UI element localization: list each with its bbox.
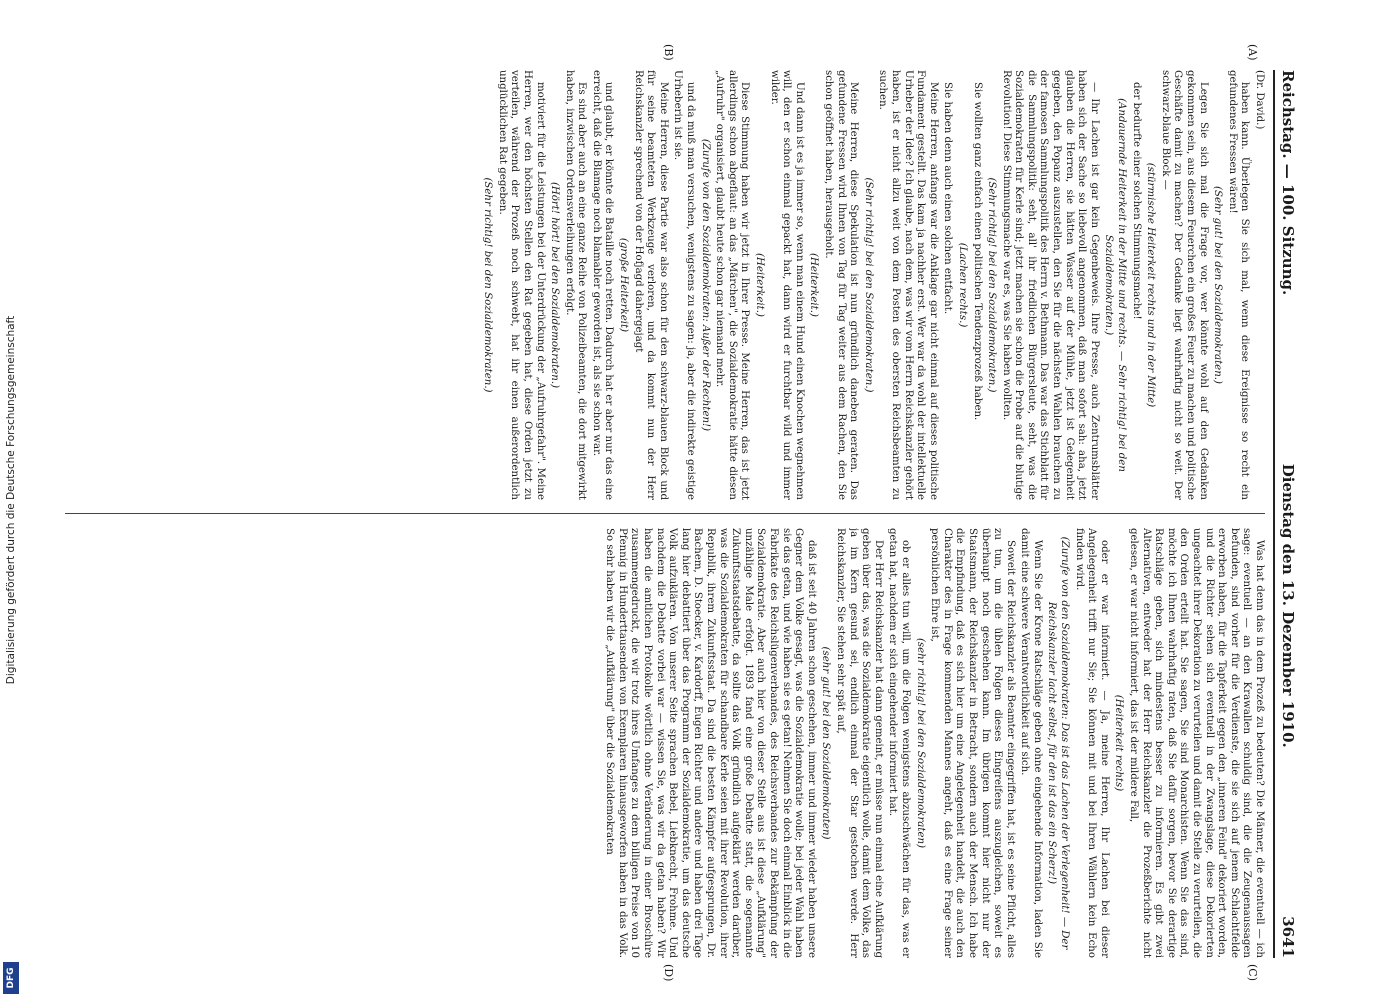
paragraph: und glaubt, er könnte die Bataille noch retten. Dadurch hat er aber nur das eine erreicht, daß die Blamage noch blamabler geworden ist, als sie schon war. [590, 70, 615, 500]
interjection: (sehr richtig! bei den Sozialdemokraten) [914, 637, 926, 849]
paragraph: Soweit der Reichskanzler als Beamter eingegriffen hat, ist es seine Pflicht, alles zu tun, um die üblen Folgen dieses Eingreifens auszugleichen, soweit es überhaupt noch geschehen kann. Im übrigen kommt hier nicht nur der Staatsmann, der Reichskanzler in Betracht, sondern auch der Mensch. Ich habe die Empfindung, daß es sich hier um eine Angelegenheit handelt, die auch den Charakter des in Frage kommenden Mannes angeht, daß es eine Frage seiner persönlichen Ehre ist, [929, 528, 1016, 958]
paragraph: Meine Herren, diese Partie war also schon für den schwarz-blauen Block und für seine beamteten Werkzeuge verloren, und da kommt nun der Herr Reichskanzler sprechend von der Hofjagd dahergejagt [632, 70, 669, 500]
margin-mark-a: (A) [1246, 44, 1259, 61]
interjection: (Heiterkeit.) [754, 253, 766, 317]
page-number: 3641 [1279, 916, 1297, 958]
header-date: Dienstag den 13. Dezember 1910. [1279, 463, 1297, 748]
interjection: (Heiterkeit rechts) [1113, 694, 1125, 792]
margin-mark-b: (B) [662, 44, 675, 61]
paragraph: Der Herr Reichskanzler hat dann gemeint, er müsse nun einmal eine Aufklärung geben über das, was die Sozialdemokratie eigentlich wolle, damit dem Volke, das ja im Kern gesund sei, endlich einmal der Star gestochen werde. Herr Reichskanzler, Sie stehen sehr spät auf, [835, 528, 884, 958]
left-column [65, 70, 1265, 500]
paragraph: und da muß man versuchen, wenigstens zu sagen: ja, aber die indirekte geistige Urheberin ist sie. [672, 70, 697, 500]
paragraph: motiviert für die Leistungen bei der Unterdrückung der „Aufruhrgefahr". Meine Herren, wer den höchsten Stellen den Rat gegeben hat, diese Orden jetzt zu verteilen, während der Prozeß noch schwebt, hat ihr einen außerordentlich unglücklichen Rat gegeben. [496, 70, 546, 500]
interjection: (Zurufe von den Sozialdemokraten: Das ist das Lachen der Verlegenheit! — Der Reichskanzler lacht selbst, für den ist das ein Scherz!) [1046, 536, 1071, 950]
paragraph: Es sind aber auch an eine ganze Reihe von Polizeibeamten, die dort mitgewirkt haben, inzwischen Ordensverleihungen erfolgt. [563, 70, 588, 500]
paragraph: Und dann ist es ja immer so, wenn man einem Hund einen Knochen wegnehmen will, den er schon einmal gepackt hat, dann wird er furchtbar wild und immer wilder. [768, 70, 805, 500]
interjection: (Lachen rechts.) [956, 242, 968, 328]
paragraph: haben kann. Überlegen Sie sich mal, wenn diese Ereignisse so recht ein gefundenes Fressen wären! [1226, 70, 1251, 500]
dfg-logo [3, 962, 19, 994]
document-page [55, 44, 1315, 982]
paragraph: Wenn Sie der Krone Ratschläge geben ohne eingehende Information, laden Sie damit eine schwere Verantwortlichkeit auf sich. [1019, 528, 1043, 958]
interjection: (Sehr richtig! bei den Sozialdemokraten.) [986, 177, 998, 393]
interjection: (Andauernde Heiterkeit in der Mitte und rechts. — Sehr richtig! bei den Sozialdemokraten.) [1103, 98, 1128, 472]
interjection: (Heiterkeit.) [808, 253, 820, 317]
right-column [65, 528, 1265, 958]
paragraph: ob er alles tun will, um die Folgen wenigstens abzuschwächen für das, was er getan hat, nachdem er sich eingehender informiert hat. [887, 528, 911, 958]
paragraph: Meine Herren, anfangs war die Anklage gar nicht einmal auf dieses politische Fundament gestellt. Das kam ja nachher erst. Wer war da wohl der intellektuelle Urheber der Idee? Ich glaube, nach dem, was wir vom Herrn Reichskanzler gehört haben, ist er nicht allzu weit von dem Posten des obersten Reichsbeamten zu suchen. [877, 70, 939, 500]
paragraph: Was hat denn das in dem Prozeß zu bedeuten? Die Männer, die eventuell — ich sage: eventuell — an den Krawallen schuldig sind, die die Zeugenaussagen befunden, sind vorher für die Verdienste, die sie sich auf jenem Schlachtfelde erworben haben, für die Tapferkeit gegen den „inneren Feind" dekoriert worden, und die Richter sehen sich eventuell in der Zwangslage, diese Dekorierten ungeachtet ihrer Dekoration zu verurteilen und damit die Stelle zu verurteilen, die den Orden erteilt hat. Sie sagen, Sie sind Monarchisten. Wenn Sie das sind, möchte ich Ihnen wahrhaftig raten, daß Sie dafür sorgen, bevor Sie derartige Ratschläge geben, sich mindestens besser zu informieren. Es gibt zwei Alternativen, entweder hat der Herr Reichskanzler die Prozeßberichte nicht gelesen, er war nicht informiert, das ist der mildere Fall, [1128, 528, 1265, 958]
interjection: (sehr gut! bei den Sozialdemokraten) [820, 646, 832, 840]
dfg-logo-text: DFG [6, 967, 16, 989]
column-divider [65, 513, 1265, 514]
margin-mark-c: (C) [1246, 964, 1259, 981]
interjection: (Hört! hört! bei den Sozialdemokraten.) [549, 181, 561, 389]
header-rule [1273, 70, 1275, 958]
interjection: (große Heiterkeit) [618, 237, 630, 333]
interjection: (Sehr richtig! bei den Sozialdemokraten.) [862, 177, 874, 393]
interjection: (stürmische Heiterkeit rechts und in der Mitte) [1145, 162, 1157, 408]
interjection: (Sehr richtig! bei den Sozialdemokraten.) [482, 177, 494, 393]
paragraph: Legen Sie sich mal die Frage vor, wer könnte wohl auf den Gedanken gekommen sein, aus diesem Feuerchen ein großes Feuer zu machen und politische Geschäfte damit zu machen? Der Gedanke liegt wahrhaftig nicht so weit. Der schwarz-blaue Block — [1159, 70, 1209, 500]
paragraph: Sie haben denn auch einen solchen entfacht. [942, 82, 954, 315]
interjection: (Sehr gut! bei den Sozialdemokraten.) [1212, 186, 1224, 384]
paragraph: Diese Stimmung haben wir jetzt in Ihrer Presse. Meine Herren, das ist jetzt allerdings schon abgeflaut: an das „Märchen", die Sozialdemokratie hätte diesen „Aufruhr" organisiert, glaubt heute schon gar niemand mehr. [714, 70, 751, 500]
paragraph: (Dr. David.) [1254, 70, 1265, 130]
funding-note [0, 0, 22, 1000]
paragraph: — Ihr Lachen ist gar kein Gegenbeweis. Ihre Presse, auch Zentrumsblätter haben sich der Sache so liebevoll angenommen, daß man sofort sah: aha, jetzt glauben die Herren, sie hätten Wasser auf der Mühle, jetzt ist Gelegenheit gegeben, den Popanz auszustellen, den Sie für die nächsten Wahlen brauchen zu der famosen Sammlungspolitik des Herrn v. Bethmann. Das war das Stichblatt für die Sammlungspolitik: seht, all' ihr friedlichen Bürgersleute, seht, was die Sozialdemokraten für Kerle sind; jetzt machen sie schon die Probe auf die blutige Revolution! Diese Stimmungsmache war es, was Sie haben wollten. [1000, 70, 1100, 500]
paragraph: der bedurfte einer solchen Stimmungsmache! [1130, 82, 1142, 320]
interjection: (Zurufe von den Sozialdemokraten: Außer der Rechten!) [699, 138, 711, 432]
margin-mark-d: (D) [662, 964, 675, 982]
page-header [1279, 70, 1315, 958]
paragraph: oder er war informiert. — Ja, meine Herren, Ihr Lachen bei dieser Angelegenheit trifft nur Sie; Sie können mit und bei Ihren Wählern kein Echo finden wird. [1073, 528, 1110, 958]
paragraph: Sie wollten ganz einfach einen politischen Tendenzprozeß haben. [971, 82, 983, 421]
paragraph: daß ist seit 40 Jahren schon geschehen, immer und immer wieder haben unsere Gegner dem Volke gesagt, was die Sozialdemokratie wolle; bei jeder Wahl haben sie das getan, und wie haben sie es getan! Nehmen Sie doch einmal Einblick in die Fabrikate des Reichslügenverbandes, des Reichsverbandes zur Bekämpfung der Sozialdemokratie. Aber auch hier von dieser Stelle aus ist diese „Aufklärung" unzählige Male erfolgt. 1893 fand eine große Debatte statt, die sogenannte Zukunftsstaatsdebatte, da sollte das Volk gründlich aufgeklärt werden darüber, was die Sozialdemokraten für schandbare Kerle seien mit ihrer Revolution, ihrer Republik, ihrem Zukunftsstaat. Da sind die besten Kämpfer aufgesprungen, Dr. Bachem, D. Stoecker, v. Kardorff, Eugen Richter und andere und haben drei Tage lang hier debattiert über das Programm der Sozialdemokratie, um das deutsche Volk aufzuklären. Von unserer Seite sprachen Bebel, Liebknecht, Frohme. Und nachdem die Debatte vorbei war — wissen Sie, was wir da getan haben? Wir haben die amtlichen Protokolle wörtlich ohne Veränderung in einer Broschüre zusammengedruckt, die wir trotz ihres Umfanges zu dem billigen Preise von 10 Pfennig in Hunderttausenden von Exemplaren hinausgeworfen haben in das Volk. So sehr haben wir die „Aufklärung" über die Sozialdemokraten [604, 528, 817, 958]
paragraph: Meine Herren, diese Spekulation ist nun gründlich daneben geraten. Das gefundene Fressen wird Ihnen von Tag für Tag weiter aus dem Rachen, den Sie schon geöffnet haben, herausgeholt. [823, 70, 860, 500]
header-left: Reichstag. — 100. Sitzung. [1279, 70, 1297, 296]
funding-note-text: Digitalisierung gefördert durch die Deutsche Forschungsgemeinschaft [5, 315, 17, 685]
